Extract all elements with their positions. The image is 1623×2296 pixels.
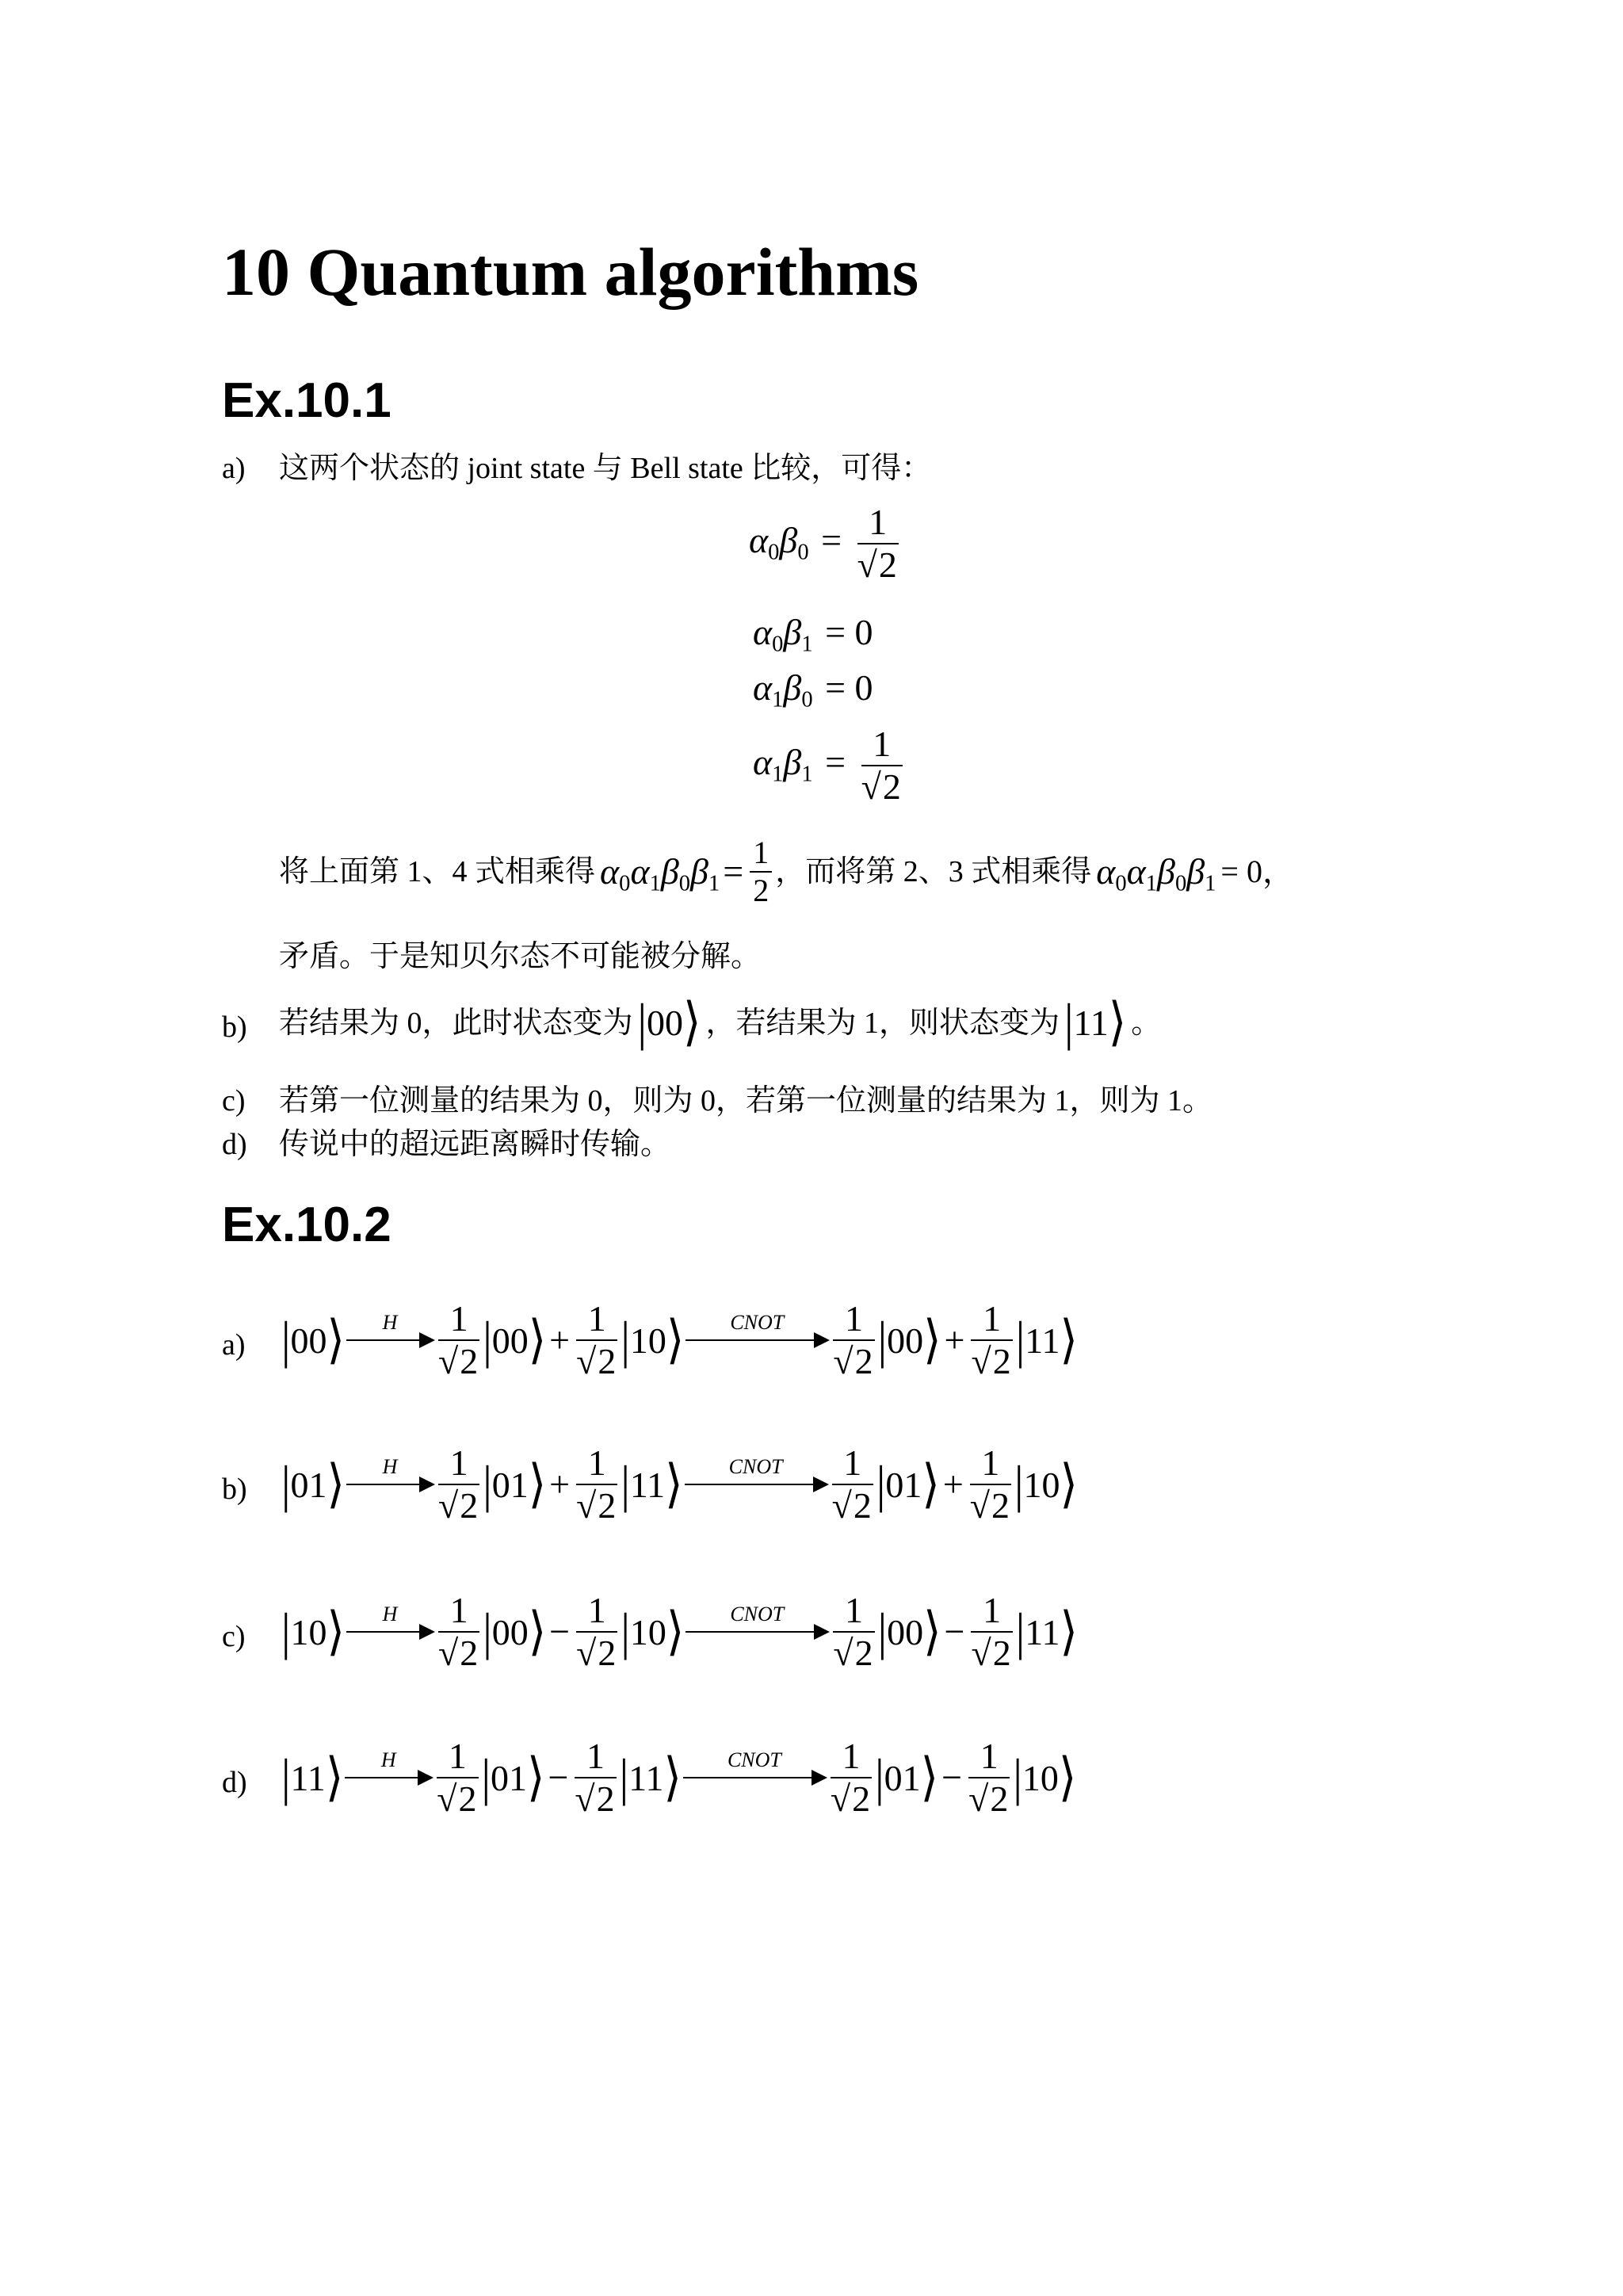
equals-zero: = 0 [825,667,873,708]
ket: |00⟩ [877,1311,941,1370]
sqrt-icon: √ [437,1778,457,1820]
sqrt-icon: √ [831,1485,852,1526]
arrow-head-icon [814,1332,830,1348]
gate-label: CNOT [728,1455,783,1479]
numerator: 1 [971,1300,1012,1341]
equation-4 [753,725,906,807]
circuit-row [281,1591,1078,1673]
arrow-icon [345,1748,432,1778]
sqrt-argument: 2 [853,1485,872,1526]
item-label-c: c) [222,1620,246,1653]
fraction-one-over-sqrt2: $\frac{1}{√2}$ [857,502,897,586]
gate-label: H [382,1603,398,1626]
sqrt-argument: 2 [991,1485,1010,1526]
sqrt-icon: √ [833,1341,854,1382]
multiply-text-3: = 0， [1220,854,1294,889]
alpha0-beta1: $\alpha_0\beta_1$ [753,612,813,657]
fraction-one-over-sqrt2 [971,1591,1012,1673]
sqrt-icon: √ [971,1341,991,1382]
ket-value: 01 [290,1464,327,1505]
fraction-one-over-sqrt2 [831,1737,872,1819]
item-label-b: b) [222,1473,247,1506]
operator: − [548,1757,569,1798]
equals-sign: = [821,519,842,560]
circuit-row [281,1444,1078,1526]
ket-value: 11 [1025,1611,1060,1652]
denominator [971,1633,1012,1672]
arrow-icon [346,1311,433,1341]
multiply-text-1: 将上面第 1、4 式相乘得 [279,855,596,888]
numerator: 1 [833,1591,874,1633]
numerator: 1 [832,1444,873,1485]
item-c-text: 若第一位测量的结果为 0，则为 0，若第一位测量的结果为 1，则为 1。 [279,1084,1213,1117]
numerator: 1 [438,1300,479,1341]
circuit-row [281,1300,1078,1381]
ket: |10⟩ [621,1603,685,1661]
product-expression-2: $\alpha_0\alpha_1\beta_0\beta_1$ [1096,851,1216,896]
sqrt-argument: 2 [992,1341,1011,1382]
fraction-one-over-sqrt2 [971,1300,1012,1381]
ket-value: 10 [629,1320,666,1361]
fraction-one-over-sqrt2 [968,1737,1010,1819]
ket-value: 11 [1025,1320,1060,1361]
ket-value: 00 [491,1611,529,1652]
ket: |00⟩ [483,1603,547,1661]
ket-value: 10 [629,1611,666,1652]
sqrt-icon: √ [833,1633,854,1674]
ket: |10⟩ [1014,1455,1078,1514]
sqrt-argument: 2 [854,1341,873,1382]
ket: |10⟩ [1013,1748,1077,1807]
fraction-one-half: $\frac{1}{2}$ [750,836,772,907]
denominator [576,1633,617,1672]
ket: |01⟩ [281,1455,345,1514]
operator: − [941,1757,963,1798]
item-b-line [279,994,1162,1052]
sqrt-argument: 2 [460,1485,479,1526]
product-expression-1: $\alpha_0\alpha_1\beta_0\beta_1$ [600,851,720,896]
fraction-one-over-sqrt2: $\frac{1}{√2}$ [861,724,901,808]
multiply-text-2: ，而将第 2、3 式相乘得 [775,855,1092,888]
denominator [576,1341,617,1381]
sqrt-argument: 2 [458,1778,477,1820]
multiply-line: 将上面第 1、4 式相乘得 $\alpha_0\alpha_1\beta_0\beta_1$ = $\frac{1}{2}$ ，而将第 2、3 式相乘得 $\alpha_0\alpha_1\beta_0\beta_1$ = 0， [279,835,1294,908]
sqrt-argument: 2 [990,1778,1009,1820]
denominator [437,1778,478,1818]
sqrt-icon: √ [830,1778,851,1820]
fraction-one-over-sqrt2 [438,1444,479,1526]
equation-1 [749,503,902,585]
arrow-head-icon [419,1332,435,1348]
arrow-icon [685,1311,828,1341]
contradiction-text: 矛盾。于是知贝尔态不可能被分解。 [279,940,762,973]
arrow-icon [683,1748,826,1778]
sqrt-argument: 2 [460,1633,479,1674]
ket-value: 00 [887,1611,924,1652]
item-label-a: a) [222,452,246,485]
ket: |11⟩ [1015,1311,1078,1370]
alpha1-beta0: $\alpha_1\beta_0$ [753,667,813,712]
ket: |00⟩ [483,1311,547,1370]
denominator [438,1485,479,1525]
denominator [831,1778,872,1818]
arrow-head-icon [419,1624,435,1640]
arrow-icon [685,1455,827,1485]
ket-value: 11 [290,1757,326,1798]
sqrt-icon: √ [576,1485,597,1526]
sqrt-icon: √ [968,1778,989,1820]
denominator [833,1341,874,1381]
fraction-one-over-sqrt2 [576,1591,617,1673]
ket: |11⟩ [281,1748,344,1807]
arrow-icon [685,1603,828,1633]
sqrt-icon: √ [437,1341,459,1382]
gate-label: H [380,1748,396,1772]
item-b-text-3: 。 [1131,1006,1162,1040]
arrow-head-icon [419,1477,435,1492]
numerator: 1 [576,1591,617,1633]
ket: |00⟩ [281,1311,345,1370]
arrow-head-icon [418,1770,433,1786]
gate-label: CNOT [730,1311,785,1335]
sqrt-icon: √ [437,1633,459,1674]
ket-value: 11 [628,1757,664,1798]
ket-value: 01 [491,1464,529,1505]
sqrt-argument: 2 [992,1633,1011,1674]
section-heading-ex-10-2: Ex.10.2 [222,1198,391,1252]
denominator [971,1341,1012,1381]
arrow-head-icon [813,1477,829,1492]
operator: + [549,1320,571,1361]
denominator [438,1341,479,1381]
sqrt-argument: 2 [852,1778,871,1820]
ket-value: 01 [884,1757,921,1798]
numerator: 1 [971,1591,1012,1633]
arrow-head-icon [812,1770,827,1786]
sqrt-argument: 2 [598,1485,617,1526]
ket-value: 10 [1023,1464,1060,1505]
arrow-head-icon [814,1624,830,1640]
ket: |00⟩ [877,1603,941,1661]
sqrt-icon: √ [437,1485,459,1526]
fraction-one-over-sqrt2 [970,1444,1011,1526]
equals-zero: = 0 [825,612,873,652]
ket: |01⟩ [875,1748,939,1807]
numerator: 1 [576,1444,617,1485]
fraction-one-over-sqrt2 [437,1737,478,1819]
sqrt-icon: √ [971,1633,991,1674]
item-b-text-1: 若结果为 0，此时状态变为 [279,1006,633,1040]
operator: − [944,1611,965,1652]
numerator: 1 [575,1737,616,1778]
arrow-icon [346,1455,433,1485]
ket-value: 10 [290,1611,327,1652]
denominator [438,1633,479,1672]
arrow-icon [346,1603,433,1633]
gate-label: CNOT [727,1748,781,1772]
operator: − [549,1611,571,1652]
fraction-one-over-sqrt2 [438,1591,479,1673]
section-heading-ex-10-1: Ex.10.1 [222,373,391,428]
sqrt-argument: 2 [598,1633,617,1674]
numerator: 1 [576,1300,617,1341]
sqrt-icon: √ [575,1778,595,1820]
denominator [576,1485,617,1525]
ket-11: |11⟩ [1064,994,1127,1052]
sqrt-argument: 2 [854,1633,873,1674]
numerator: 1 [968,1737,1010,1778]
numerator: 1 [438,1444,479,1485]
gate-label: H [382,1455,398,1479]
operator: + [944,1320,965,1361]
numerator: 1 [833,1300,874,1341]
ket: |01⟩ [483,1455,547,1514]
alpha0-beta0: $\alpha_0\beta_0$ [749,519,809,565]
item-d-text: 传说中的超远距离瞬时传输。 [279,1128,671,1161]
denominator [833,1633,874,1672]
fraction-one-over-sqrt2 [576,1444,617,1526]
sqrt-icon: √ [576,1633,597,1674]
ket-00: |00⟩ [637,994,701,1052]
chapter-title: 10 Quantum algorithms [222,234,919,310]
operator: + [942,1464,964,1505]
sqrt-argument: 2 [460,1341,479,1382]
sqrt-icon: √ [576,1341,597,1382]
sqrt-argument: 2 [596,1778,615,1820]
ket: |01⟩ [876,1455,940,1514]
fraction-one-over-sqrt2 [832,1444,873,1526]
item-label-d: d) [222,1766,247,1799]
sqrt-icon: √ [969,1485,991,1526]
equation-2 [753,612,876,657]
equals-sign: = [825,741,846,782]
ket: |01⟩ [481,1748,545,1807]
ket-value: 01 [491,1757,528,1798]
gate-label: CNOT [730,1603,785,1626]
gate-label: H [382,1311,398,1335]
numerator: 1 [437,1737,478,1778]
fraction-one-over-sqrt2 [833,1300,874,1381]
circuit-row [281,1737,1076,1819]
item-label-c: c) [222,1084,246,1117]
denominator [575,1778,616,1818]
denominator [968,1778,1010,1818]
ket-value: 00 [290,1320,327,1361]
item-b-text-2: ，若结果为 1，则状态变为 [705,1006,1060,1040]
fraction-one-over-sqrt2 [575,1737,616,1819]
item-a-intro: 这两个状态的 joint state 与 Bell state 比较，可得： [279,452,932,485]
ket-value: 00 [491,1320,529,1361]
item-label-a: a) [222,1328,246,1362]
numerator: 1 [831,1737,872,1778]
numerator: 1 [970,1444,1011,1485]
item-label-b: b) [222,1010,247,1044]
numerator: 1 [438,1591,479,1633]
ket-value: 11 [629,1464,666,1505]
denominator [970,1485,1011,1525]
ket: |10⟩ [621,1311,685,1370]
sqrt-argument: 2 [598,1341,617,1382]
ket-value: 00 [887,1320,924,1361]
fraction-one-over-sqrt2 [833,1591,874,1673]
ket: |10⟩ [281,1603,345,1661]
ket: |11⟩ [619,1748,682,1807]
fraction-one-over-sqrt2 [438,1300,479,1381]
ket: |11⟩ [1015,1603,1078,1661]
ket: |11⟩ [621,1455,683,1514]
ket-value: 01 [885,1464,922,1505]
fraction-one-over-sqrt2 [576,1300,617,1381]
ket-value: 10 [1022,1757,1059,1798]
alpha1-beta1: $\alpha_1\beta_1$ [753,741,813,787]
denominator [832,1485,873,1525]
equation-3 [753,667,876,712]
operator: + [549,1464,571,1505]
item-label-d: d) [222,1128,247,1161]
